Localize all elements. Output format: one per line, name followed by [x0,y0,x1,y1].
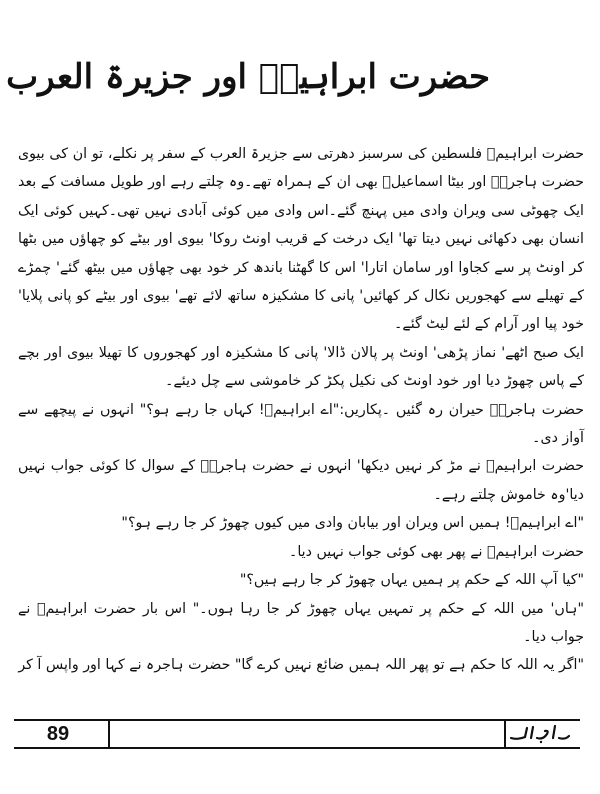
footer-bar [14,719,580,749]
paragraph: "ہاں' میں اللہ کے حکم پر تمہیں یہاں چھوڑ کر جا رہا ہوں۔" اس بار حضرت ابراہیمؑ نے جواب دیا۔ [18,600,584,645]
article-body [18,140,584,680]
paragraph: "اے ابراہیمؑ! ہمیں اس ویران اور بیابان وادی میں کیوں چھوڑ کر جا رہے ہو؟" [121,515,584,532]
paragraph: ایک صبح اٹھے' نماز پڑھی' اونٹ پر پالان ڈالا' پانی کا مشکیزہ اور کھجوروں کا تھیلا بیوی اور بچے کے پاس چھوڑ دیا اور خود اونٹ کی نکیل پکڑ کر خاموشی سے چل دیئے۔ [18,344,584,390]
page-title: حضرت ابراہیمؑ اور جزیرۃ العرب [6,57,490,97]
page-number: 89 [46,723,70,745]
paragraph: حضرت ابراہیمؑ نے پھر بھی کوئی جواب نہیں دیا۔ [289,543,584,560]
footer-divider [108,721,110,747]
paragraph: "اگر یہ اللہ کا حکم ہے تو پھر اللہ ہمیں ضائع نہیں کرے گا" حضرت ہاجرہ نے کہا اور واپس آ کر [18,657,584,674]
paragraph: حضرت ابراہیمؑ نے مڑ کر نہیں دیکھا' انہوں نے حضرت ہاجرہؑ کے سوال کا کوئی جواب نہیں دیا'وہ خاموش چلتے رہے۔ [18,458,584,503]
magazine-logo [505,722,575,744]
paragraph: "کیا آپ اللہ کے حکم پر ہمیں یہاں چھوڑ کر جا رہے ہیں؟" [239,572,584,589]
paragraph: حضرت ہاجرہؑ حیران رہ گئیں ۔پکاریں:"اے ابراہیمؑ! کہاں جا رہے ہو؟" انہوں نے پیچھے سے آواز دی۔ [18,401,584,447]
paragraph: حضرت ابراہیمؑ فلسطین کی سرسبز دھرتی سے جزیرۃ العرب کے سفر پر نکلے، تو ان کی بیوی حضرت ہاجرہؑ اور بیٹا اسماعیلؑ بھی ان کے ہمراہ تھے۔وہ چلتے رہے اور طویل مسافت کے بعد ایک چھوٹی سی ویران وادی میں پہنچ گئے۔اس وادی میں کوئی آبادی نہیں تھی۔کہیں کوئی ایک انسان بھی دکھائی نہیں دیتا تھا' ایک درخت کے قریب اونٹ روکا' بیوی اور بیٹے کو چھاؤں میں بٹھا کر اونٹ پر سے کجاوا اور سامان اتارا' اس کا گھٹنا باندھ کر خود بھی چھاؤں میں بیٹھ گئے' چمڑے کے تھیلے سے کھجوریں نکال کر کھائیں' پانی کا مشکیزہ ساتھ لائے تھے' بیوی اور بیٹے کو پانی پلایا' خود پیا اور آرام کے لئے لیٹ گئے۔ [18,146,584,333]
magazine-logo-icon [507,722,573,744]
